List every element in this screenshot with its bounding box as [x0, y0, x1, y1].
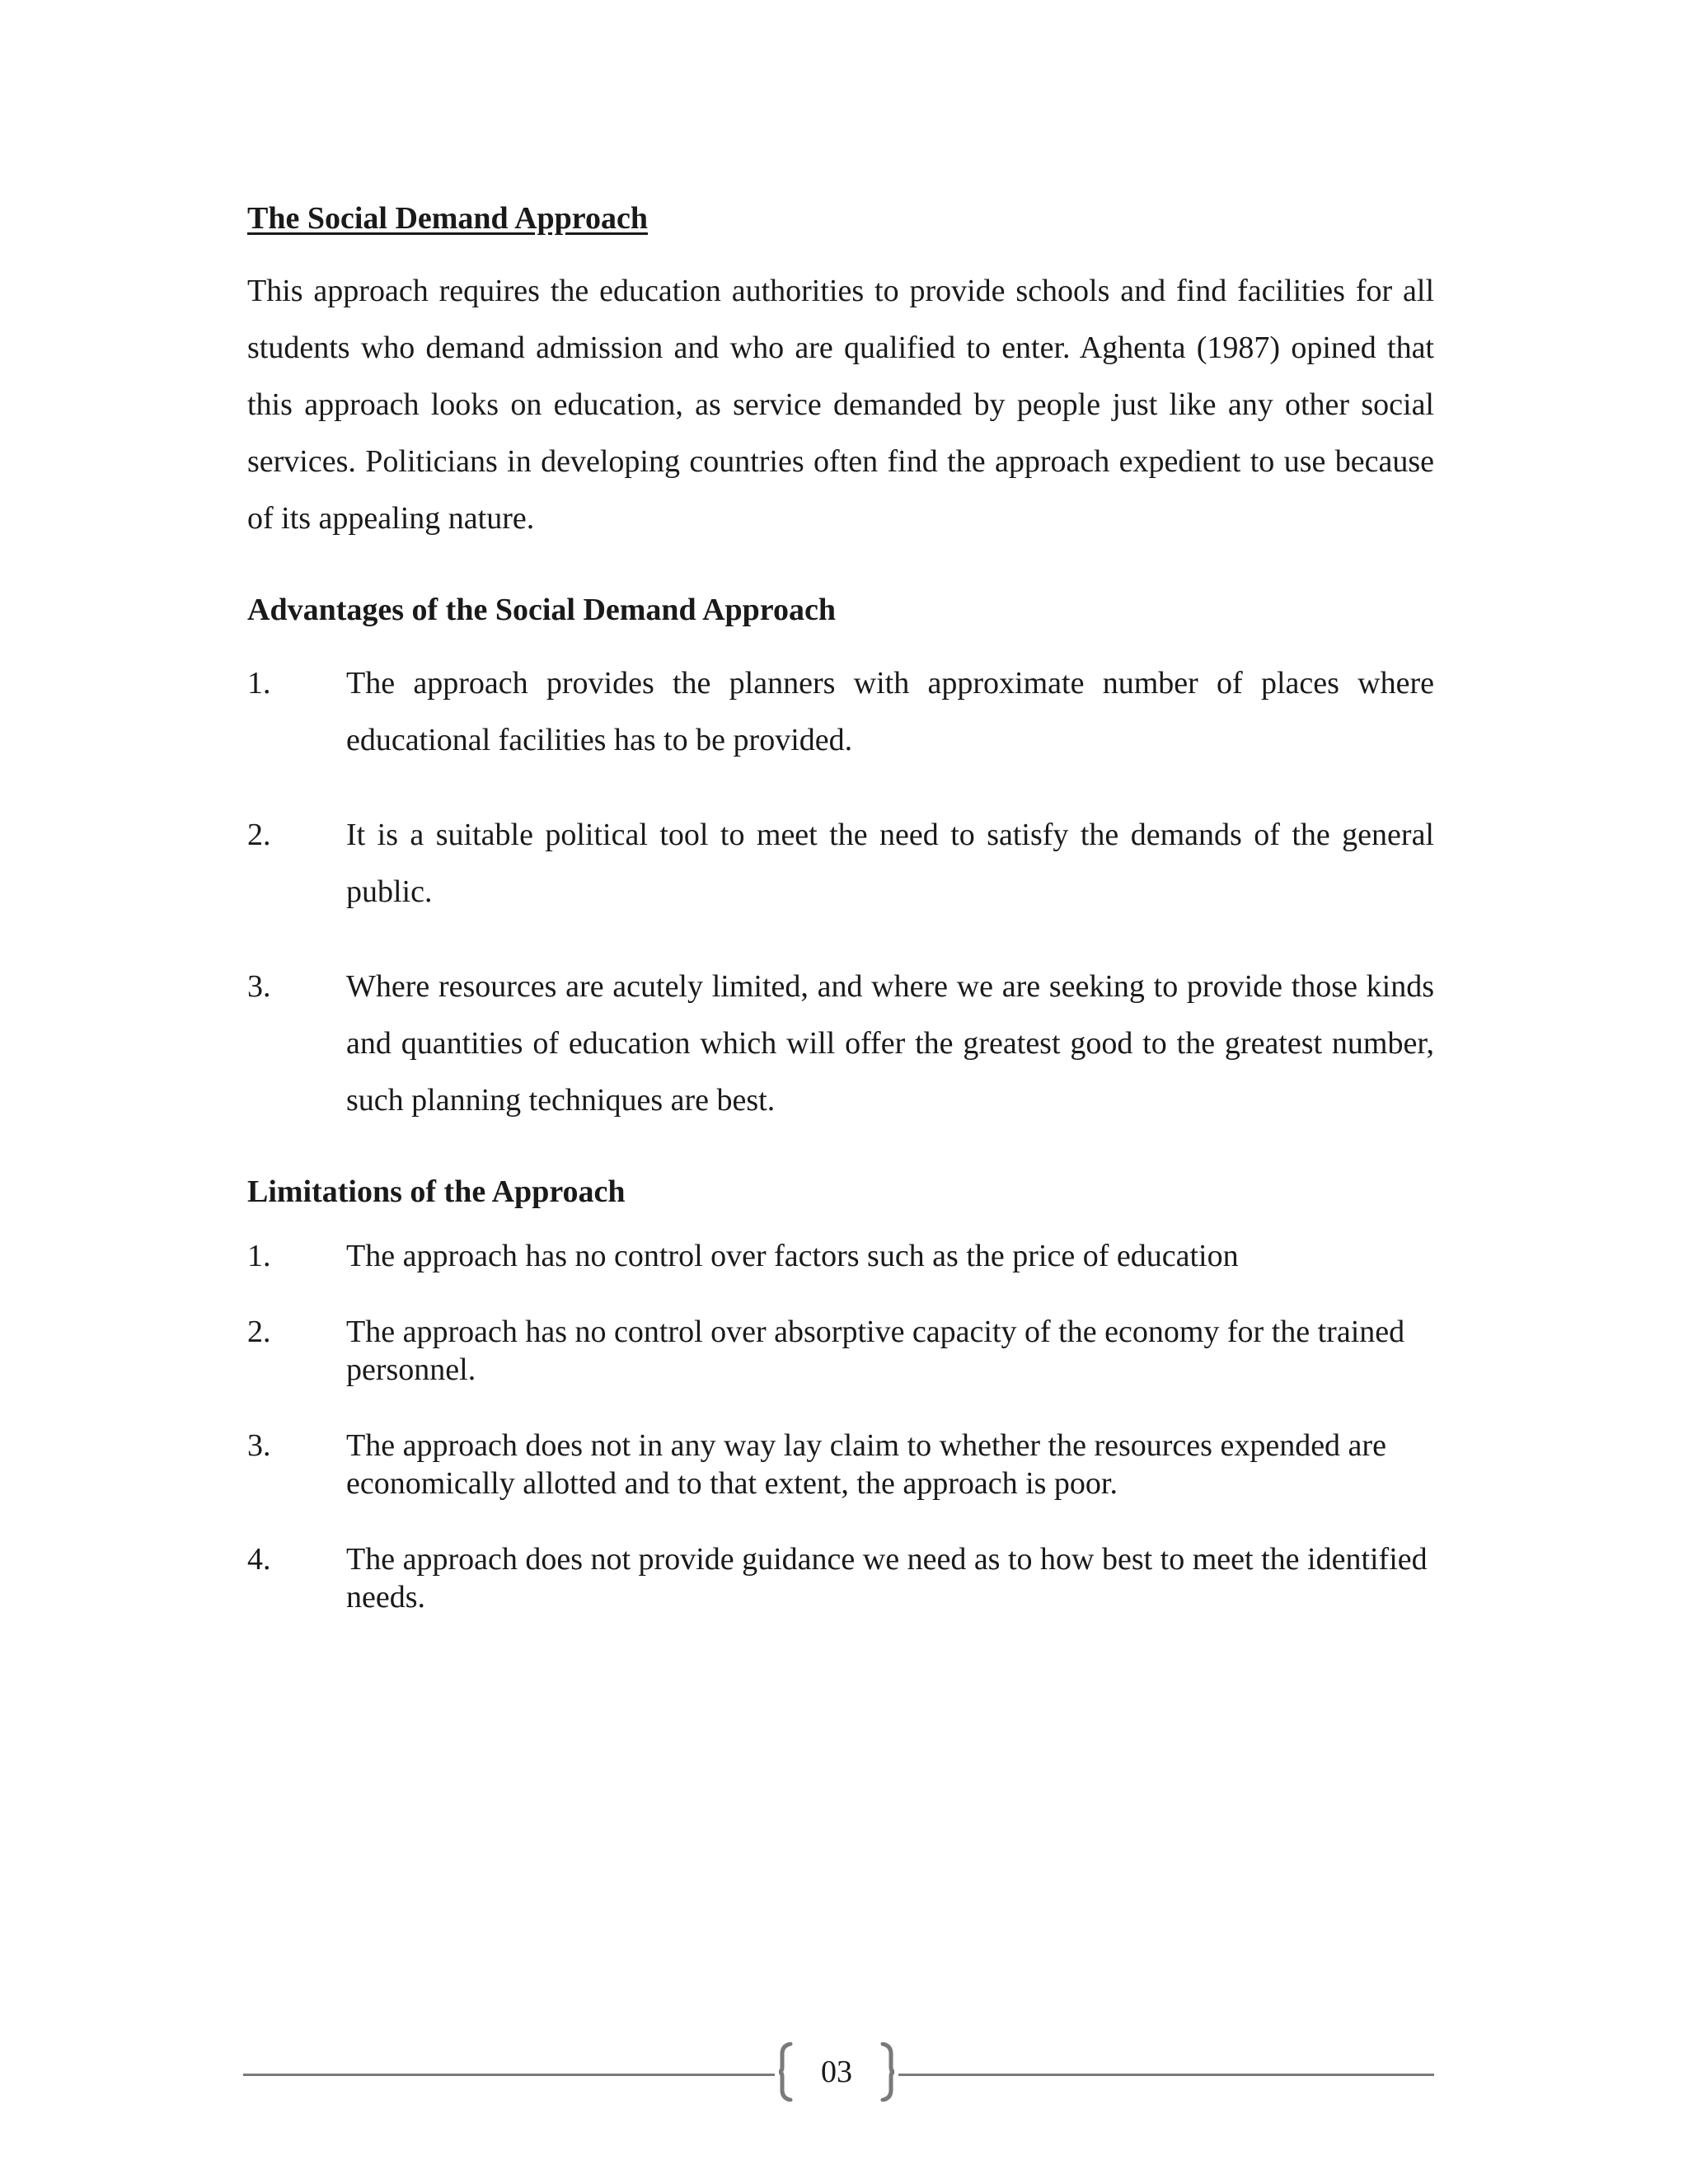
list-item-text: Where resources are acutely limited, and where we are seeking to provide those kinds and quantities of education which will offer the greatest good to the greatest number, such planning techniques are best. [346, 969, 1434, 1118]
list-item-text: The approach has no control over factors such as the price of education [346, 1239, 1239, 1273]
list-item-number: 3. [247, 1428, 271, 1463]
list-item-number: 2. [247, 818, 271, 852]
list-item-text: The approach has no control over absorptive capacity of the economy for the trained personnel. [346, 1315, 1405, 1387]
list-item [247, 807, 1434, 921]
left-brace-icon [777, 2042, 794, 2102]
list-item [247, 1427, 1434, 1502]
limitations-heading: Limitations of the Approach [247, 1174, 626, 1209]
list-item-text: The approach does not provide guidance we need as to how best to meet the identified needs. [346, 1542, 1428, 1615]
section-title: The Social Demand Approach [247, 201, 648, 236]
list-item-text: It is a suitable political tool to meet the need to satisfy the demands of the general public. [346, 818, 1434, 909]
right-brace-icon [879, 2042, 896, 2102]
list-item-number: 4. [247, 1542, 271, 1577]
list-item-text: The approach does not in any way lay claim to whether the resources expended are economically allotted and to that extent, the approach is poor. [346, 1428, 1386, 1501]
list-item-number: 3. [247, 969, 271, 1004]
footer-rule-left [243, 2074, 775, 2076]
advantages-list [247, 655, 1434, 1129]
list-item-number: 1. [247, 1239, 271, 1273]
limitations-list [247, 1237, 1434, 1616]
list-item-text: The approach provides the planners with approximate number of places where educational facilities has to be provided. [346, 666, 1434, 757]
advantages-heading: Advantages of the Social Demand Approach [247, 593, 836, 627]
page-content [247, 194, 1434, 1654]
page-number: 03 [821, 2055, 852, 2089]
footer-rule-right [898, 2074, 1434, 2076]
list-item [247, 958, 1434, 1129]
list-item [247, 1540, 1434, 1616]
list-item-number: 1. [247, 666, 271, 701]
list-item-number: 2. [247, 1315, 271, 1349]
list-item [247, 1313, 1434, 1389]
page-footer [243, 2042, 1434, 2108]
list-item [247, 655, 1434, 769]
intro-paragraph: This approach requires the education authorities to provide schools and find facilities for all students who demand admission and who are qualified to enter. Aghenta (1987) opined that this approach looks on education, as service demanded by people just like any other social services. Politicians in developing countries often find the approach expedient to use because of its appealing nature. [247, 274, 1434, 536]
list-item [247, 1237, 1434, 1275]
